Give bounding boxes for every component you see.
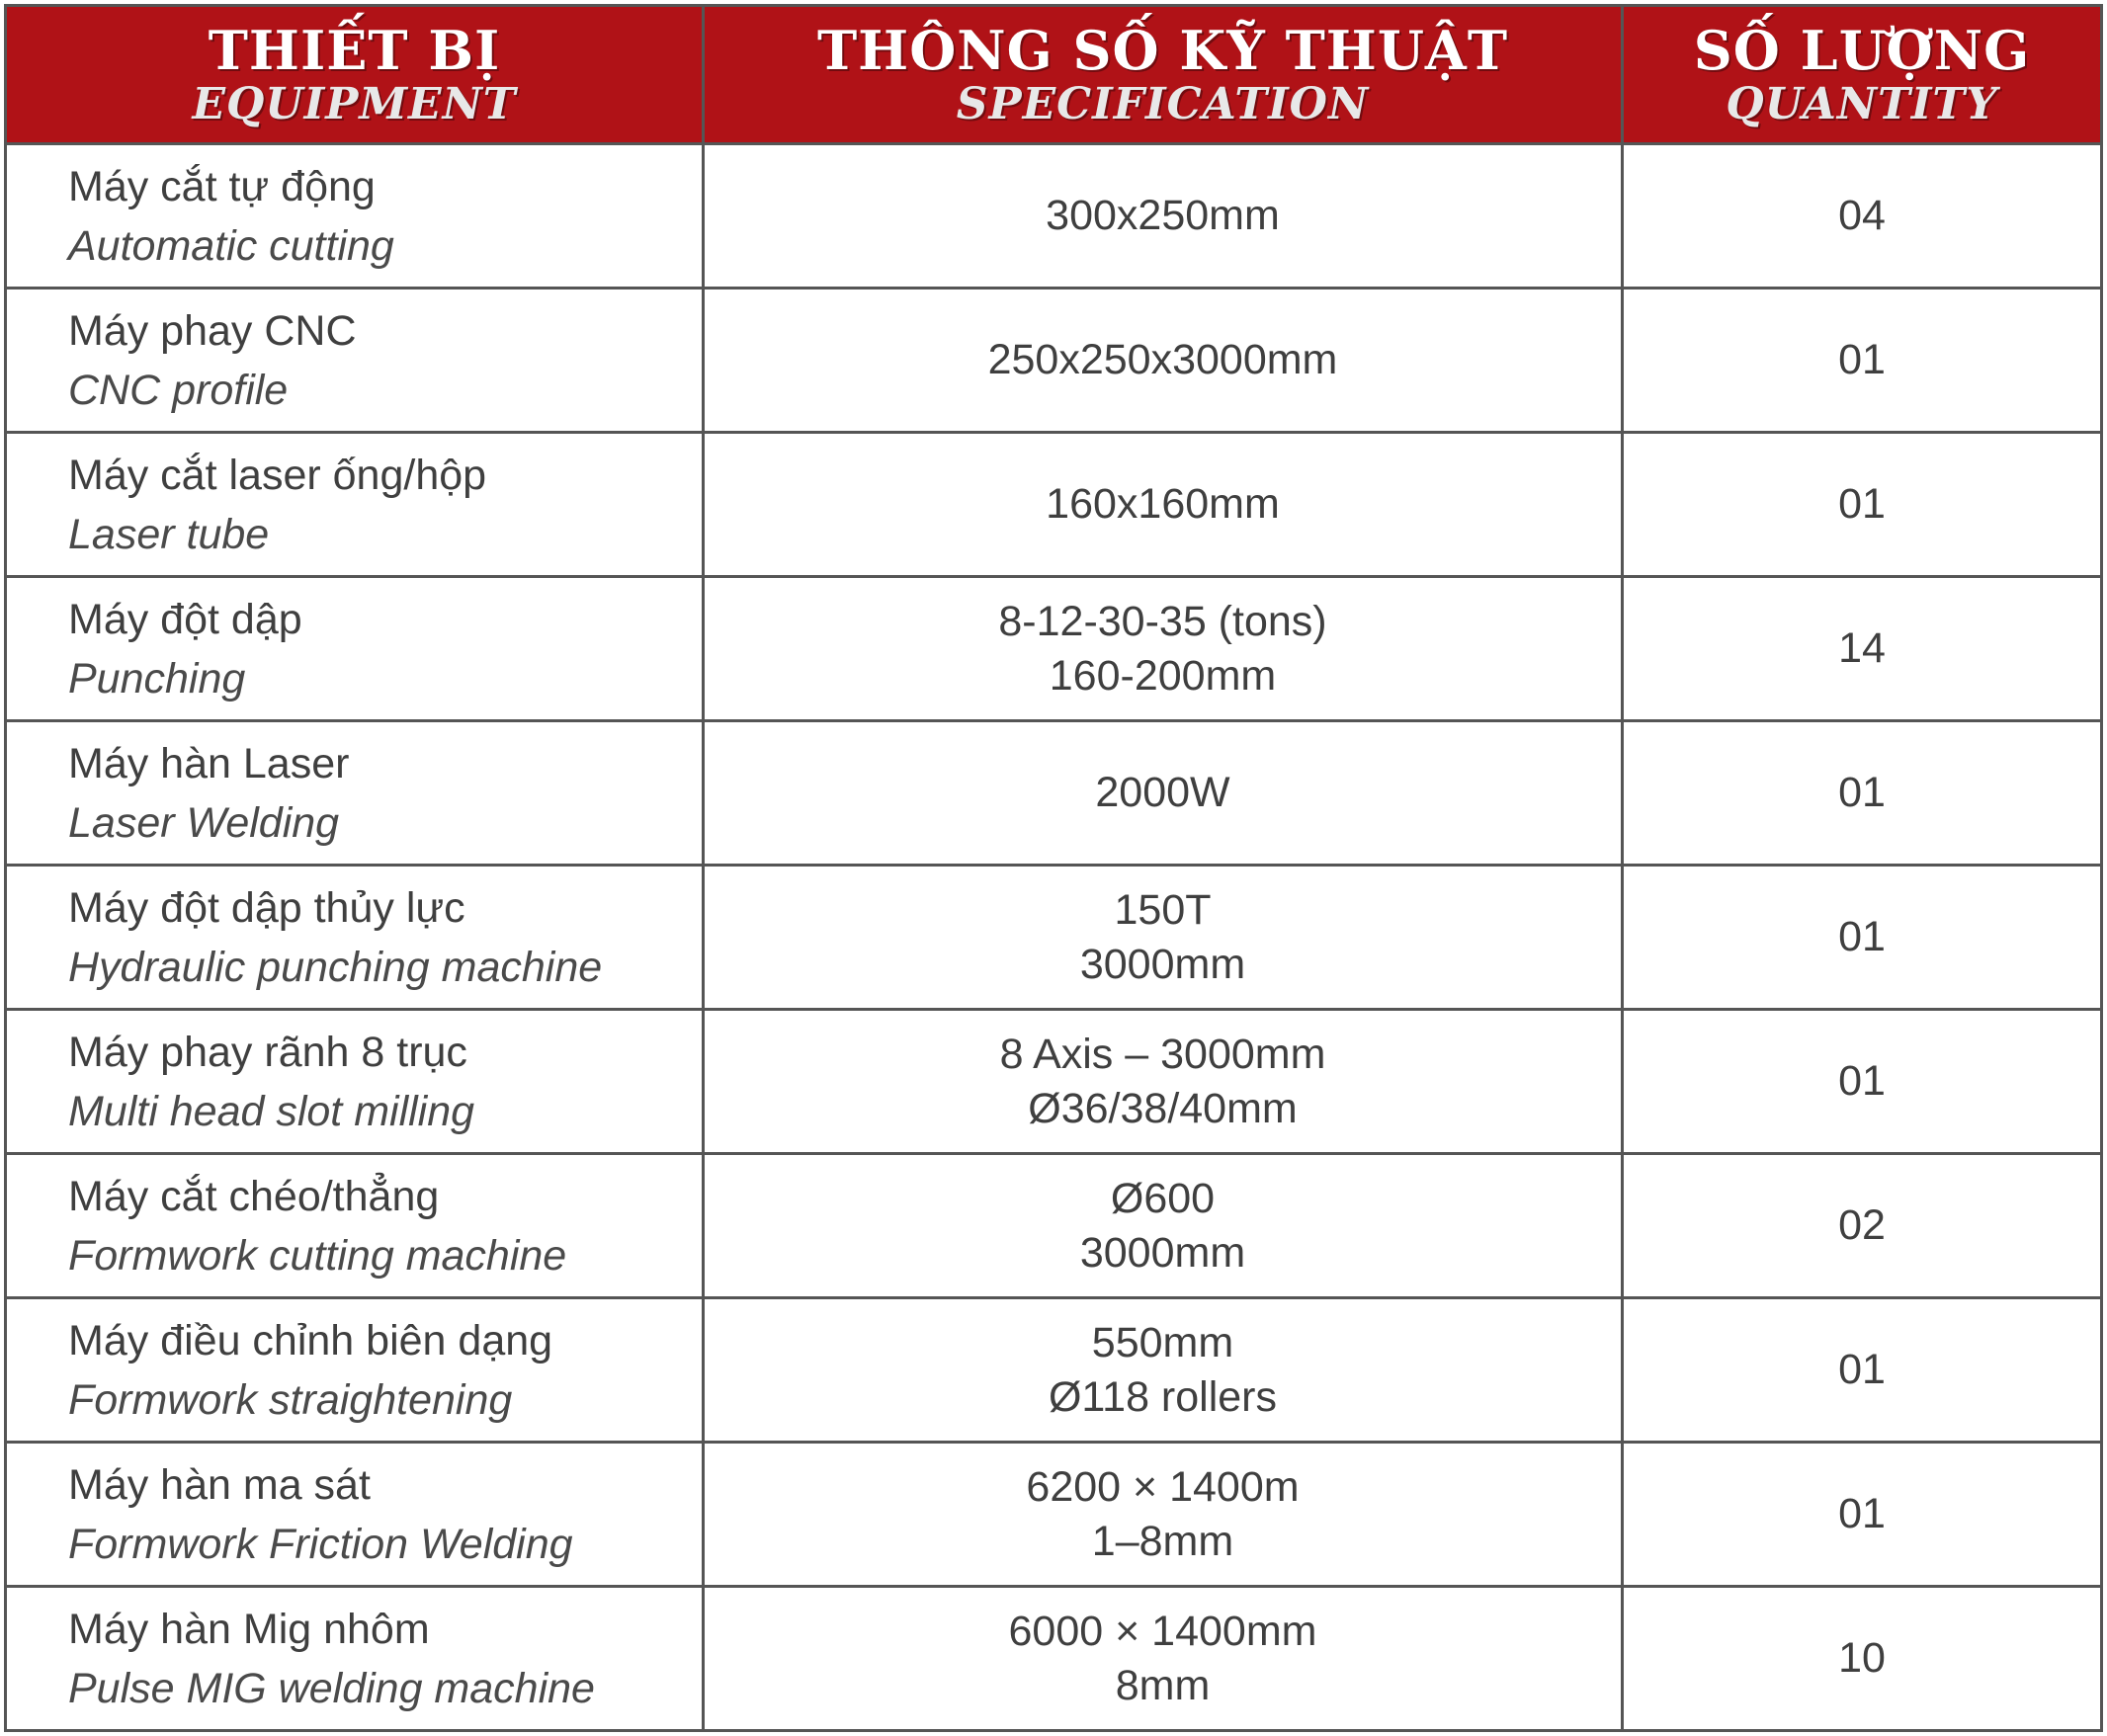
specification-line-1: 300x250mm	[1046, 192, 1280, 239]
equipment-name-en: Multi head slot milling	[68, 1087, 475, 1135]
equipment-name-vi: Máy hàn ma sát	[68, 1460, 371, 1509]
header-equipment	[4, 4, 705, 145]
quantity-cell: 01	[1624, 1011, 2103, 1155]
specification-line-2: 8mm	[1115, 1661, 1211, 1709]
equipment-name-vi: Máy đột dập	[68, 595, 302, 643]
equipment-name-vi: Máy phay rãnh 8 trục	[68, 1028, 467, 1076]
equipment-name-en: Formwork straightening	[68, 1375, 513, 1424]
specification-line-1: 160x160mm	[1046, 480, 1280, 528]
specification-line-1: 8 Axis – 3000mm	[999, 1030, 1326, 1078]
equipment-cell	[4, 434, 705, 578]
specification-line-1: 8-12-30-35 (tons)	[998, 597, 1327, 645]
equipment-cell	[4, 578, 705, 722]
equipment-name-vi: Máy điều chỉnh biên dạng	[68, 1316, 553, 1364]
equipment-name-vi: Máy đột dập thủy lực	[68, 883, 465, 932]
specification-line-2: 3000mm	[1079, 1228, 1246, 1277]
quantity-cell: 04	[1624, 145, 2103, 289]
specification-cell	[705, 289, 1624, 434]
equipment-name-en: Automatic cutting	[68, 221, 394, 270]
equipment-name-en: Hydraulic punching machine	[68, 943, 603, 991]
specification-line-1: 6200 × 1400m	[1026, 1462, 1300, 1511]
equipment-cell	[4, 289, 705, 434]
equipment-cell	[4, 1155, 705, 1299]
specification-cell	[705, 1588, 1624, 1732]
specification-cell	[705, 1444, 1624, 1588]
equipment-cell	[4, 1011, 705, 1155]
specification-line-2: Ø36/38/40mm	[1028, 1084, 1298, 1132]
quantity-cell: 02	[1624, 1155, 2103, 1299]
header-equipment-en: EQUIPMENT	[192, 78, 517, 129]
equipment-cell	[4, 145, 705, 289]
specification-cell	[705, 578, 1624, 722]
equipment-name-vi: Máy cắt tự động	[68, 162, 376, 210]
equipment-cell	[4, 722, 705, 867]
header-quantity-en: QUANTITY	[1726, 78, 1998, 129]
specification-line-1: Ø600	[1110, 1174, 1216, 1222]
equipment-cell	[4, 1299, 705, 1444]
quantity-cell: 14	[1624, 578, 2103, 722]
equipment-name-en: Laser Welding	[68, 798, 340, 847]
quantity-cell: 01	[1624, 434, 2103, 578]
specification-cell	[705, 434, 1624, 578]
quantity-cell: 01	[1624, 289, 2103, 434]
equipment-cell	[4, 1588, 705, 1732]
header-equipment-vi: THIẾT BỊ	[208, 18, 501, 82]
equipment-cell	[4, 1444, 705, 1588]
specification-line-1: 6000 × 1400mm	[1008, 1607, 1317, 1655]
equipment-name-en: Pulse MIG welding machine	[68, 1664, 595, 1712]
quantity-cell: 01	[1624, 1444, 2103, 1588]
equipment-table	[4, 4, 2103, 1732]
specification-cell	[705, 1155, 1624, 1299]
specification-line-1: 550mm	[1091, 1318, 1234, 1366]
equipment-name-en: Formwork Friction Welding	[68, 1520, 573, 1568]
quantity-cell: 01	[1624, 1299, 2103, 1444]
equipment-cell	[4, 867, 705, 1011]
equipment-name-en: CNC profile	[68, 366, 289, 414]
specification-line-1: 250x250x3000mm	[987, 336, 1338, 383]
equipment-name-vi: Máy phay CNC	[68, 306, 357, 355]
specification-cell	[705, 722, 1624, 867]
specification-line-2: 1–8mm	[1091, 1517, 1234, 1565]
header-specification-vi: THÔNG SỐ KỸ THUẬT	[816, 18, 1508, 82]
equipment-name-en: Punching	[68, 654, 246, 703]
specification-line-2: 160-200mm	[1049, 651, 1277, 700]
equipment-name-vi: Máy hàn Mig nhôm	[68, 1605, 430, 1653]
quantity-cell: 10	[1624, 1588, 2103, 1732]
specification-line-1: 2000W	[1095, 769, 1230, 816]
specification-line-2: 3000mm	[1079, 940, 1246, 988]
header-specification	[705, 4, 1624, 145]
specification-cell	[705, 145, 1624, 289]
equipment-name-vi: Máy cắt laser ống/hộp	[68, 451, 487, 499]
specification-cell	[705, 867, 1624, 1011]
specification-cell	[705, 1011, 1624, 1155]
specification-line-1: 150T	[1114, 885, 1212, 934]
header-specification-en: SPECIFICATION	[956, 78, 1370, 129]
equipment-name-en: Formwork cutting machine	[68, 1231, 567, 1280]
header-quantity	[1624, 4, 2103, 145]
equipment-name-vi: Máy hàn Laser	[68, 739, 350, 787]
quantity-cell: 01	[1624, 722, 2103, 867]
equipment-name-vi: Máy cắt chéo/thẳng	[68, 1172, 440, 1220]
header-quantity-vi: SỐ LƯỢNG	[1693, 18, 2031, 82]
specification-cell	[705, 1299, 1624, 1444]
quantity-cell: 01	[1624, 867, 2103, 1011]
equipment-name-en: Laser tube	[68, 510, 270, 558]
specification-line-2: Ø118 rollers	[1048, 1372, 1278, 1421]
